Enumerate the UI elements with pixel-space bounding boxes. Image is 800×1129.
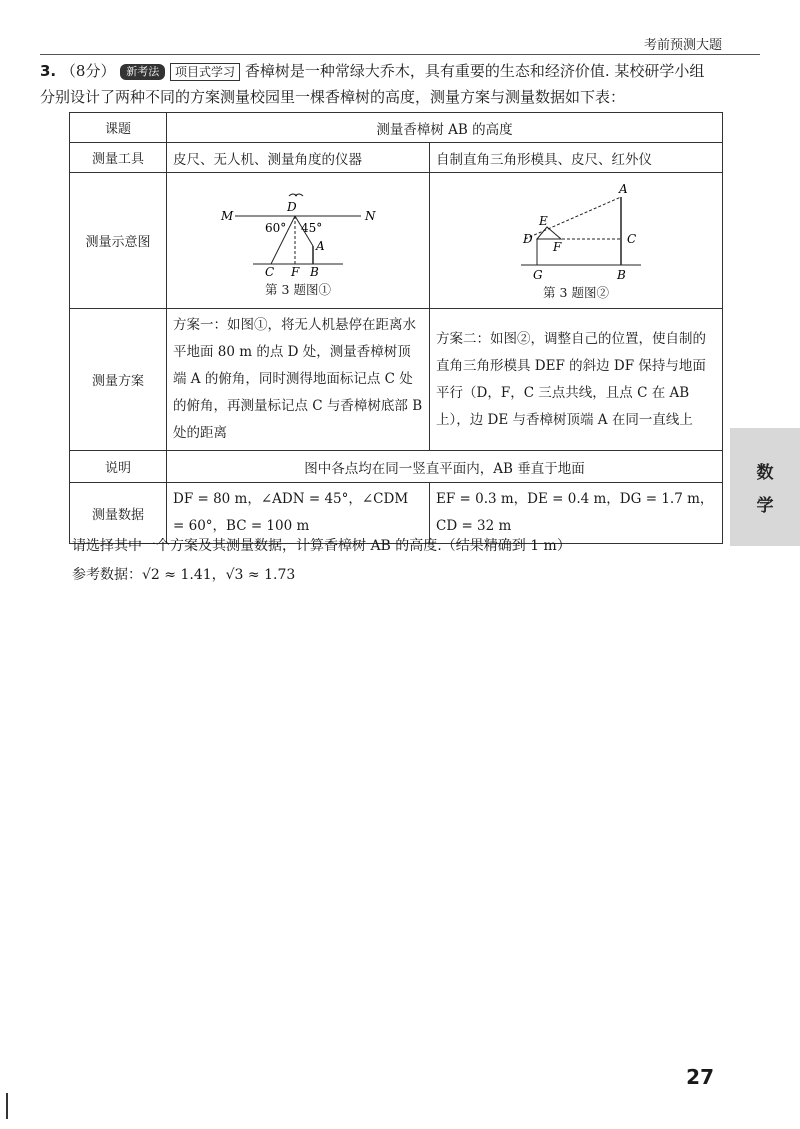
fig1-angle-45: 45° — [301, 220, 323, 235]
note-label: 说明 — [70, 451, 167, 483]
fig1-angle-60: 60° — [265, 220, 287, 235]
header-rule — [40, 54, 760, 55]
fig2-label-g: G — [533, 267, 543, 281]
measurement-table — [69, 112, 723, 544]
fig1-label-a: A — [316, 238, 325, 253]
plan-label: 测量方案 — [70, 309, 167, 451]
new-method-tag: 新考法 — [120, 64, 165, 80]
note-value: 图中各点均在同一竖直平面内，AB 垂直于地面 — [167, 451, 723, 483]
fig2-label-a: A — [619, 181, 628, 196]
question-line-2: 分别设计了两种不同的方案测量校园里一棵香樟树的高度，测量方案与测量数据如下表： — [40, 88, 626, 106]
project-learning-tag: 项目式学习 — [170, 63, 240, 81]
side-tab-char-1: 数 — [756, 463, 774, 483]
subject-side-tab — [730, 428, 800, 546]
tools-label: 测量工具 — [70, 143, 167, 173]
data-plan-b: EF = 0.3 m，DE = 0.4 m，DG = 1.7 m，CD = 32 m — [430, 483, 723, 544]
plan-b-text: 方案二：如图②，调整自己的位置，使自制的直角三角形模具 DEF 的斜边 DF 保持与地面平行（D，F，C 三点共线，且点 C 在 AB 上），边 DE 与香樟树顶端 A 在同一直线上 — [430, 309, 723, 451]
fig2-label-f: F — [553, 239, 562, 254]
fig2-label-b: B — [617, 267, 626, 281]
figure-2-caption: 第 3 题图② — [543, 284, 609, 300]
fig1-label-b: B — [310, 264, 319, 278]
fig2-label-e: E — [539, 213, 548, 228]
binding-mark — [6, 1093, 8, 1119]
fig2-label-c: C — [627, 231, 637, 246]
tools-plan-b: 自制直角三角形模具、皮尺、红外仪 — [430, 143, 723, 173]
side-tab-char-2: 学 — [756, 496, 774, 516]
figure-1-diagram — [213, 184, 383, 278]
drone-icon — [289, 194, 303, 196]
figure-1-caption: 第 3 题图① — [265, 281, 331, 297]
plan-a-text: 方案一：如图①，将无人机悬停在距离水平地面 80 m 的点 D 处，测量香樟树顶端 A 的俯角，同时测得地面标记点 C 处的俯角，再测量标记点 C 与香樟树底部 B 处的距离 — [167, 309, 430, 451]
diagram-1-cell — [167, 173, 430, 309]
figure-2-diagram — [491, 181, 661, 281]
section-header: 考前预测大题 — [643, 38, 722, 53]
question-number: 3. — [40, 62, 57, 80]
fig1-label-m: M — [221, 208, 234, 223]
question-score: （8分） — [60, 62, 116, 80]
instruction-text: 请选择其中一个方案及其测量数据，计算香樟树 AB 的高度.（结果精确到 1 m） — [72, 538, 571, 554]
diagram-label: 测量示意图 — [70, 173, 167, 309]
question-text-1: 香樟树是一种常绿大乔木，具有重要的生态和经济价值. 某校研学小组 — [244, 62, 705, 80]
data-label: 测量数据 — [70, 483, 167, 544]
fig2-label-d: D — [523, 231, 533, 246]
page-number: 27 — [686, 1065, 714, 1089]
question-line-1 — [40, 58, 730, 84]
fig1-label-n: N — [365, 208, 376, 223]
topic-label: 课题 — [70, 113, 167, 143]
data-plan-a: DF = 80 m，∠ADN = 45°，∠CDM = 60°，BC = 100 m — [167, 483, 430, 544]
reference-data: 参考数据：√2 ≈ 1.41，√3 ≈ 1.73 — [72, 567, 296, 583]
tools-plan-a: 皮尺、无人机、测量角度的仪器 — [167, 143, 430, 173]
fig1-label-f: F — [291, 264, 300, 278]
topic-value: 测量香樟树 AB 的高度 — [167, 113, 723, 143]
diagram-2-cell — [430, 173, 723, 309]
fig1-label-c: C — [265, 264, 275, 278]
fig1-label-d: D — [287, 199, 297, 214]
